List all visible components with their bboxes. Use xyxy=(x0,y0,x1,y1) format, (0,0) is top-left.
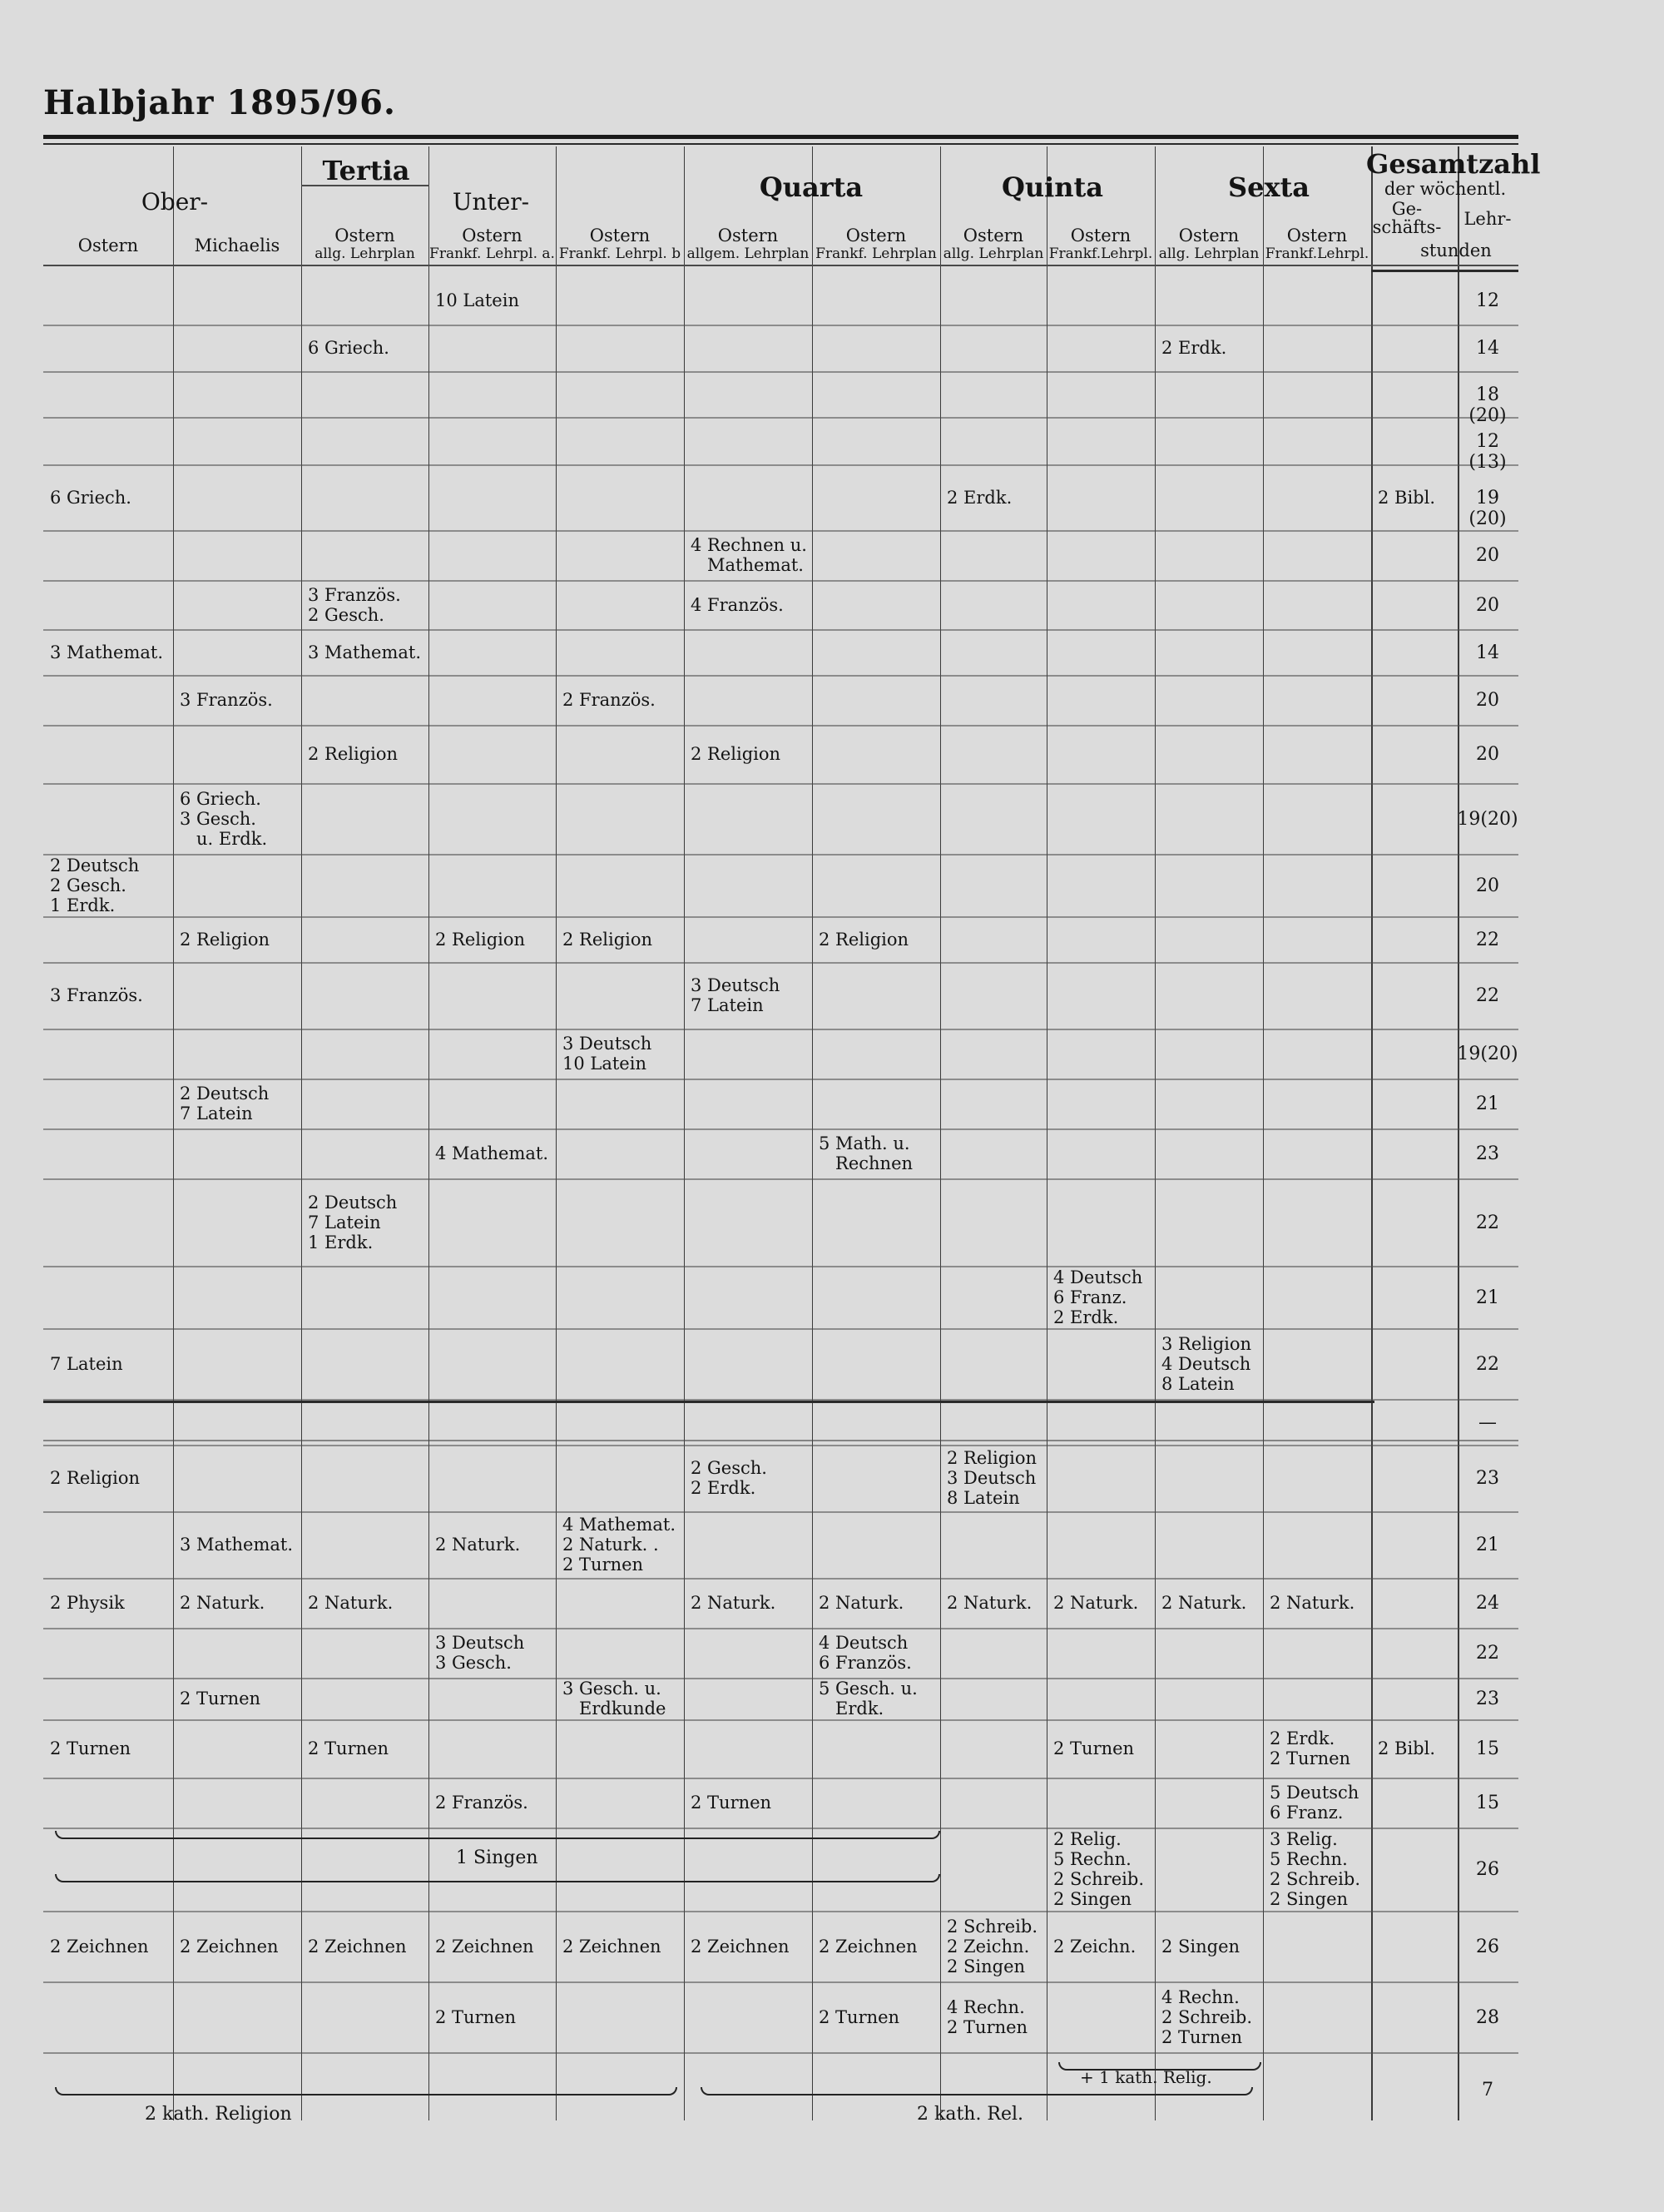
row-divider xyxy=(43,371,1518,373)
row-divider xyxy=(43,417,1518,419)
kath-rel-label: 2 kath. Rel. xyxy=(917,2104,1024,2125)
table-cell: 3 Deutsch 10 Latein xyxy=(562,1034,652,1074)
table-cell: 4 Rechn. 2 Turnen xyxy=(947,1996,1028,2037)
header-gesamtzahl: Gesamtzahl xyxy=(1366,148,1541,180)
table-cell: 2 Naturk. xyxy=(1270,1593,1355,1613)
brace-kath-religion xyxy=(55,2087,677,2095)
row-total: 26 xyxy=(1476,1936,1499,1957)
column-subheader: Frankf.Lehrpl. xyxy=(1265,246,1369,261)
table-cell: 2 Naturk. xyxy=(308,1593,394,1613)
table-cell: 4 Mathemat. xyxy=(435,1143,548,1163)
row-total: 20 xyxy=(1476,690,1499,711)
table-cell: 3 Mathemat. xyxy=(50,642,163,662)
row-total: 22 xyxy=(1476,1212,1499,1233)
table-cell: 2 Deutsch 2 Gesch. 1 Erdk. xyxy=(50,855,140,915)
table-cell: 2 Erdk. xyxy=(947,487,1013,508)
table-cell: 3 Gesch. u. Erdkunde xyxy=(562,1679,666,1719)
header-quinta: Quinta xyxy=(1001,171,1104,203)
top-rule-thin xyxy=(43,143,1518,145)
column-header: Ostern xyxy=(334,226,395,246)
table-cell: 3 Deutsch 3 Gesch. xyxy=(435,1633,525,1673)
brace-kath-rel xyxy=(701,2087,1253,2095)
table-cell: 2 Zeichn. xyxy=(1053,1936,1137,1957)
table-cell: 2 Zeichnen xyxy=(308,1936,407,1957)
table-cell: 2 Naturk. xyxy=(1053,1593,1139,1613)
header-quarta: Quarta xyxy=(759,171,864,203)
row-divider xyxy=(43,1911,1518,1912)
column-header: Ostern xyxy=(845,226,907,246)
row-total: 21 xyxy=(1476,1535,1499,1555)
row-divider xyxy=(43,1266,1518,1267)
table-cell: 4 Rechn. 2 Schreib. 2 Turnen xyxy=(1161,1986,1253,2047)
table-cell: 2 Turnen xyxy=(50,1738,131,1758)
row-total: 20 xyxy=(1476,875,1499,896)
row-divider xyxy=(43,1628,1518,1629)
column-header: Ostern xyxy=(1070,226,1132,246)
table-cell: 5 Gesch. u. Erdk. xyxy=(819,1679,918,1719)
table-cell: 2 Turnen xyxy=(691,1793,772,1813)
table-cell: 2 Zeichnen xyxy=(691,1936,790,1957)
row-divider xyxy=(43,629,1518,631)
table-cell: 6 Griech. 3 Gesch. u. Erdk. xyxy=(180,788,268,849)
row-divider xyxy=(43,1578,1518,1580)
row-total: 18 (20) xyxy=(1468,384,1507,426)
header-unter: Unter- xyxy=(452,188,530,216)
row-divider xyxy=(43,1328,1518,1330)
column-divider xyxy=(1263,146,1264,2120)
table-cell: 2 Religion xyxy=(308,744,399,764)
row-divider xyxy=(43,464,1518,466)
section-divider xyxy=(43,1401,1374,1403)
table-cell: 2 Deutsch 7 Latein 1 Erdk. xyxy=(308,1192,398,1252)
row-total: 20 xyxy=(1476,545,1499,566)
row-divider xyxy=(43,530,1518,532)
row-divider xyxy=(43,1778,1518,1779)
table-cell: 2 Zeichnen xyxy=(562,1936,661,1957)
column-divider xyxy=(1371,146,1373,2120)
table-cell: 2 Religion xyxy=(819,929,909,950)
table-cell: 2 Turnen xyxy=(308,1738,389,1758)
table-cell: 3 Französ. 2 Gesch. xyxy=(308,584,401,625)
table-cell: 2 Zeichnen xyxy=(819,1936,918,1957)
row-divider xyxy=(43,1719,1518,1721)
column-subheader: allg. Lehrplan xyxy=(943,246,1044,261)
row-total: 26 xyxy=(1476,1859,1499,1880)
row-divider xyxy=(43,725,1518,727)
table-cell: 4 Rechnen u. Mathemat. xyxy=(691,535,807,575)
row-divider xyxy=(43,325,1518,326)
row-divider xyxy=(43,1029,1518,1030)
column-header: Ostern xyxy=(717,226,779,246)
table-cell: 2 Naturk. xyxy=(180,1593,265,1613)
brace-singen-2 xyxy=(55,1874,940,1882)
table-cell: 2 Religion xyxy=(180,929,270,950)
row-divider xyxy=(43,580,1518,582)
table-cell: 4 Deutsch 6 Franz. 2 Erdk. xyxy=(1053,1267,1143,1327)
table-cell: 3 Französ. xyxy=(50,985,143,1005)
row-divider xyxy=(43,1445,1518,1446)
brace-singen-1 xyxy=(55,1831,940,1839)
table-cell: 2 Naturk. xyxy=(691,1593,776,1613)
table-cell: 5 Deutsch 6 Franz. xyxy=(1270,1783,1359,1823)
row-divider xyxy=(43,916,1518,918)
section-divider-2 xyxy=(43,1440,1518,1441)
table-cell: 2 Naturk. xyxy=(1161,1593,1247,1613)
table-cell: 2 Religion xyxy=(435,929,526,950)
table-cell: 2 Turnen xyxy=(819,2006,900,2027)
table-cell: 5 Math. u. Rechnen xyxy=(819,1133,914,1173)
table-cell: 2 Naturk. xyxy=(947,1593,1033,1613)
column-header: Ostern xyxy=(1178,226,1240,246)
table-cell: 3 Deutsch 7 Latein xyxy=(691,975,780,1015)
row-total: 12 (13) xyxy=(1468,430,1507,473)
table-cell: 7 Latein xyxy=(50,1353,123,1374)
column-divider xyxy=(1155,146,1156,2120)
column-subheader: Frankf. Lehrpl. a. xyxy=(429,246,555,261)
row-divider xyxy=(43,675,1518,677)
column-divider xyxy=(173,146,174,2120)
column-subheader: Frankf.Lehrpl. xyxy=(1048,246,1153,261)
table-cell: 4 Französ. xyxy=(691,594,784,615)
row-divider xyxy=(43,1178,1518,1180)
row-divider xyxy=(43,1981,1518,1983)
table-cell: 2 Gesch. 2 Erdk. xyxy=(691,1458,767,1498)
table-cell: 2 Erdk. 2 Turnen xyxy=(1270,1728,1351,1768)
top-rule xyxy=(43,135,1518,139)
row-total: 12 xyxy=(1476,290,1499,311)
row-total: 14 xyxy=(1476,642,1499,663)
row-divider xyxy=(43,1511,1518,1513)
column-divider xyxy=(428,146,429,2120)
column-header: Ostern xyxy=(1286,226,1348,246)
row-total: 7 xyxy=(1482,2080,1493,2100)
row-divider xyxy=(43,1128,1518,1130)
kath-religion-label: 2 kath. Religion xyxy=(145,2104,292,2125)
row-total: 15 xyxy=(1476,1738,1499,1759)
table-cell: 2 Turnen xyxy=(435,2006,517,2027)
row-total: 19(20) xyxy=(1457,808,1518,830)
row-total: 22 xyxy=(1476,985,1499,1006)
column-header: Ostern xyxy=(77,236,139,255)
table-cell: 6 Griech. xyxy=(50,487,131,508)
row-divider xyxy=(43,962,1518,964)
table-cell: 2 Religion xyxy=(691,744,781,764)
page-title: Halbjahr 1895/96. xyxy=(43,83,396,122)
column-subheader: Frankf. Lehrplan xyxy=(815,246,937,261)
table-cell: 2 Relig. 5 Rechn. 2 Schreib. 2 Singen xyxy=(1053,1829,1145,1909)
row-total: 15 xyxy=(1476,1793,1499,1813)
table-cell: 2 Französ. xyxy=(435,1793,528,1813)
header-lehr: Lehr- xyxy=(1463,209,1512,229)
table-cell: 3 Französ. xyxy=(180,690,273,710)
row-divider xyxy=(43,2052,1518,2054)
table-cell: 2 Erdk. xyxy=(1161,338,1227,358)
row-total: 19(20) xyxy=(1457,1044,1518,1064)
column-divider xyxy=(556,146,557,2120)
column-subheader: allg. Lehrplan xyxy=(1158,246,1260,261)
column-header: Ostern xyxy=(589,226,651,246)
column-subheader: allg. Lehrplan xyxy=(314,246,415,261)
table-cell: 4 Deutsch 6 Französ. xyxy=(819,1633,912,1673)
table-cell: 10 Latein xyxy=(435,290,519,310)
row-divider xyxy=(43,1079,1518,1080)
table-cell: 2 Naturk. xyxy=(819,1593,904,1613)
table-cell: 2 Singen xyxy=(1161,1936,1241,1957)
header-gesamt-sub: der wöchentl. xyxy=(1384,179,1507,199)
row-total: — xyxy=(1478,1411,1497,1433)
row-total: 14 xyxy=(1476,338,1499,359)
table-cell: 2 Religion 3 Deutsch 8 Latein xyxy=(947,1448,1038,1508)
column-divider xyxy=(812,146,813,2120)
header-bottom-rule-right xyxy=(1371,270,1518,272)
table-cell: 2 Schreib. 2 Zeichn. 2 Singen xyxy=(947,1916,1038,1976)
table-cell: 3 Mathemat. xyxy=(180,1535,293,1555)
row-total: 23 xyxy=(1476,1468,1499,1489)
table-cell: 3 Relig. 5 Rechn. 2 Schreib. 2 Singen xyxy=(1270,1829,1361,1909)
row-total: 22 xyxy=(1476,1643,1499,1664)
column-divider xyxy=(301,146,302,2120)
column-divider xyxy=(684,146,685,2120)
table-cell: 2 Französ. xyxy=(562,690,656,710)
row-total: 28 xyxy=(1476,2006,1499,2028)
table-cell: 2 Zeichnen xyxy=(435,1936,534,1957)
table-cell: 2 Bibl. xyxy=(1378,1738,1436,1758)
table-cell: 2 Zeichnen xyxy=(50,1936,149,1957)
table-cell: 2 Turnen xyxy=(180,1689,261,1709)
row-total: 20 xyxy=(1476,594,1499,616)
table-cell: 6 Griech. xyxy=(308,338,389,358)
column-subheader: Frankf. Lehrpl. b xyxy=(558,246,681,261)
row-total: 23 xyxy=(1476,1143,1499,1164)
row-divider xyxy=(43,1678,1518,1679)
row-total: 22 xyxy=(1476,929,1499,950)
row-total: 23 xyxy=(1476,1689,1499,1709)
table-cell: 2 Deutsch 7 Latein xyxy=(180,1084,270,1123)
header-tertia: Tertia xyxy=(322,155,410,186)
column-header: Ostern xyxy=(963,226,1024,246)
table-cell: 2 Turnen xyxy=(1053,1738,1135,1758)
row-total: 19 (20) xyxy=(1468,487,1507,529)
table-cell: 2 Naturk. xyxy=(435,1535,521,1555)
table-cell: 3 Mathemat. xyxy=(308,642,421,662)
header-sexta: Sexta xyxy=(1227,171,1310,203)
table-cell: 2 Religion xyxy=(50,1468,141,1488)
column-divider xyxy=(940,146,941,2120)
table-cell: 2 Religion xyxy=(562,929,653,950)
header-ober: Ober- xyxy=(141,188,209,216)
header-bottom-rule xyxy=(43,265,1518,266)
kath-relig-label: + 1 kath. Relig. xyxy=(1080,2067,1212,2087)
singen-label: 1 Singen xyxy=(456,1847,538,1868)
row-total: 24 xyxy=(1476,1593,1499,1614)
row-total: 21 xyxy=(1476,1094,1499,1114)
table-cell: 2 Physik xyxy=(50,1593,125,1613)
row-total: 21 xyxy=(1476,1287,1499,1308)
table-cell: 2 Bibl. xyxy=(1378,487,1436,508)
column-header: Ostern xyxy=(462,226,522,246)
column-subheader: allgem. Lehrplan xyxy=(686,246,810,261)
column-header: Michaelis xyxy=(194,236,280,255)
row-divider xyxy=(43,783,1518,785)
row-divider xyxy=(43,854,1518,856)
table-cell: 2 Zeichnen xyxy=(180,1936,279,1957)
row-total: 22 xyxy=(1476,1353,1499,1375)
header-stunden: stunden xyxy=(1420,241,1492,260)
header-geschaefts: Ge- schäfts- xyxy=(1372,199,1442,237)
row-total: 20 xyxy=(1476,744,1499,765)
table-cell: 4 Mathemat. 2 Naturk. . 2 Turnen xyxy=(562,1515,676,1575)
table-cell: 3 Religion 4 Deutsch 8 Latein xyxy=(1161,1333,1252,1394)
